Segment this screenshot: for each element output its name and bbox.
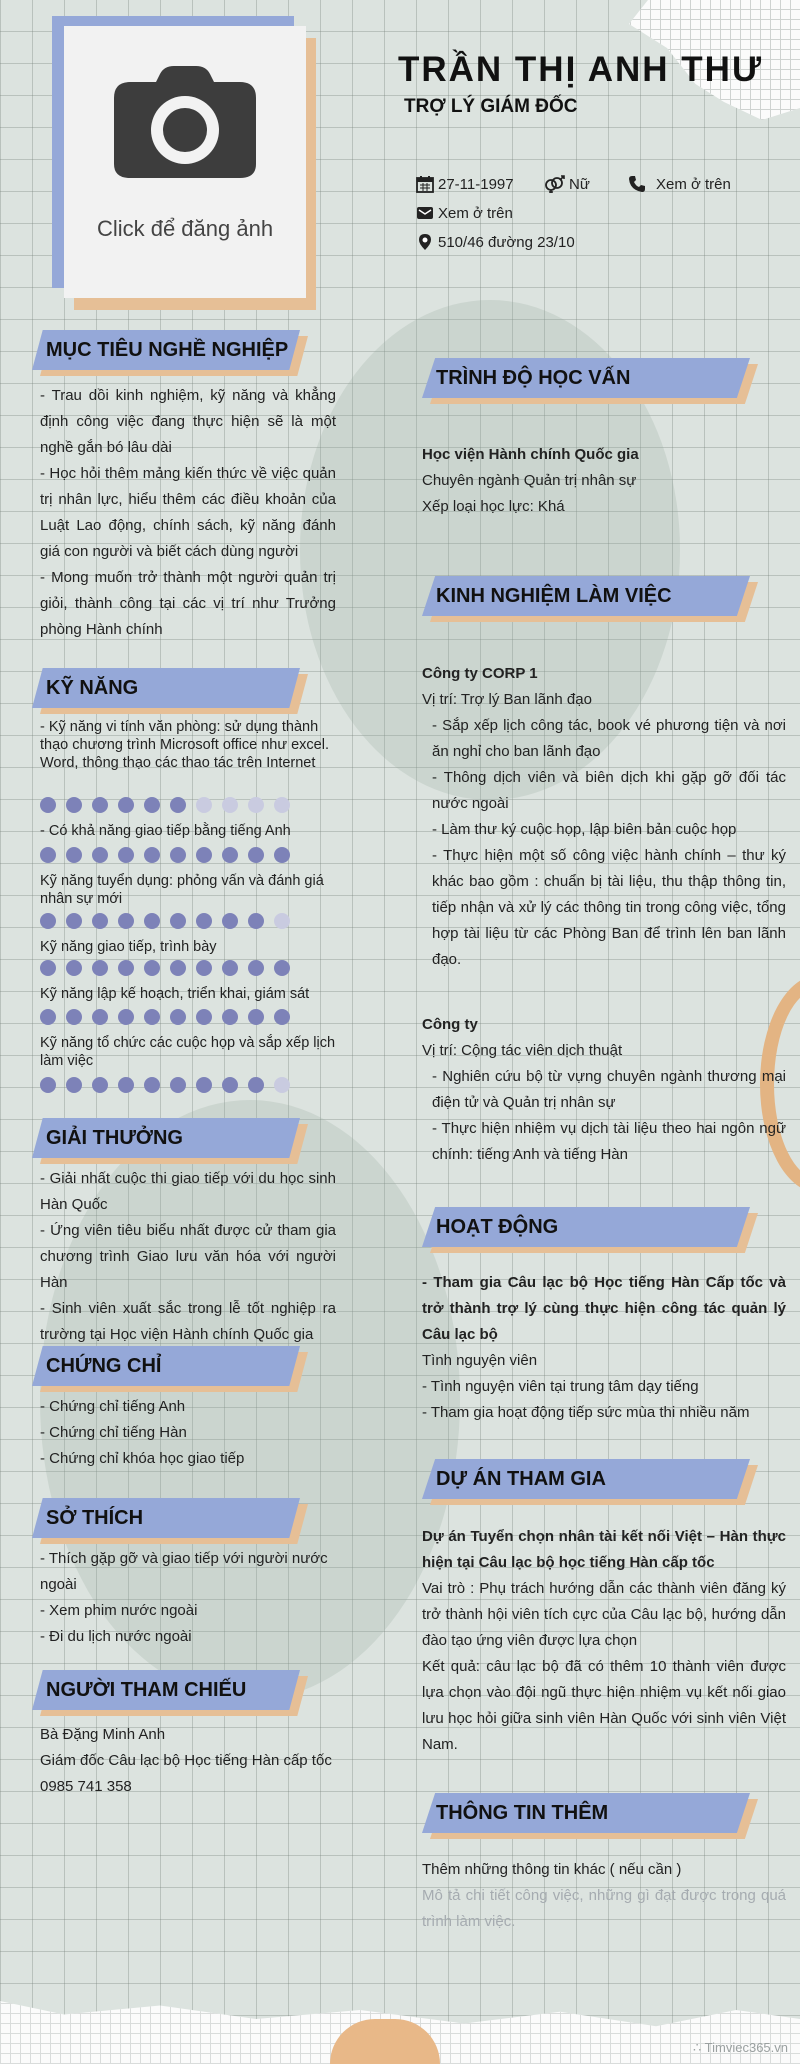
rating-dot-filled <box>144 960 160 976</box>
objective-item: - Mong muốn trở thành một người quản trị giỏi, thành công tại các vị trí như Trưởng phòng Hành chính <box>40 569 336 638</box>
rating-dot-empty <box>222 797 238 813</box>
skill-name: - Có khả năng giao tiếp bằng tiếng Anh <box>40 823 291 839</box>
skill-name: Kỹ năng giao tiếp, trình bày <box>40 939 217 955</box>
phone-value: Xem ở trên <box>656 175 731 193</box>
gender-icon <box>543 175 565 193</box>
certificate-item: - Chứng chỉ tiếng Hàn <box>40 1424 187 1441</box>
school-name: Học viện Hành chính Quốc gia <box>422 446 639 463</box>
rating-dot-filled <box>118 913 134 929</box>
full-name: TRẦN THỊ ANH THƯ <box>398 50 763 89</box>
rating-dot-filled <box>196 1077 212 1093</box>
rating-dot-filled <box>92 847 108 863</box>
rating-dot-empty <box>248 797 264 813</box>
camera-icon <box>114 66 256 178</box>
project-role: Vai trò : Phụ trách hướng dẫn các thành viên đăng ký trở thành hội viên tích cực của Câu lạc bộ, hướng dẫn đào tạo ứng viên được lựa chọn <box>422 1580 786 1649</box>
rating-dot-empty <box>274 1077 290 1093</box>
email-value: Xem ở trên <box>438 204 513 222</box>
activity-role: Tình nguyện viên <box>422 1352 538 1369</box>
hobby-item: - Đi du lịch nước ngoài <box>40 1628 192 1645</box>
task-item: - Thực hiện nhiệm vụ dịch tài liệu theo hai ngôn ngữ chính: tiếng Anh và tiếng Hàn <box>432 1120 786 1163</box>
rating-dot-empty <box>196 797 212 813</box>
project-title: Dự án Tuyển chọn nhân tài kết nối Việt – Hàn thực hiện tại Câu lạc bộ học tiếng Hàn cấp tốc <box>422 1528 786 1571</box>
rating-dot-filled <box>40 960 56 976</box>
rating-dot-filled <box>144 913 160 929</box>
rating-dot-filled <box>92 1077 108 1093</box>
task-item: - Làm thư ký cuộc họp, lập biên bản cuộc họp <box>432 821 737 838</box>
rating-dot-filled <box>248 1009 264 1025</box>
position: Vị trí: Trợ lý Ban lãnh đạo <box>422 691 592 708</box>
rating-dot-filled <box>66 797 82 813</box>
section-header-activities: HOẠT ĐỘNG <box>422 1207 750 1247</box>
task-item: - Sắp xếp lịch công tác, book vé phương tiện và nơi ăn nghỉ cho ban lãnh đạo <box>432 717 786 760</box>
section-header-experience: KINH NGHIỆM LÀM VIỆC <box>422 576 750 616</box>
experience-block-2 <box>422 1012 786 1168</box>
more-line-2: Mô tả chi tiết công việc, những gì đạt được trong quá trình làm việc. <box>422 1887 786 1930</box>
hobby-item: - Thích gặp gỡ và giao tiếp với người nước ngoài <box>40 1550 328 1593</box>
rating-dot-empty <box>274 797 290 813</box>
rating-dot-filled <box>196 913 212 929</box>
section-header-education: TRÌNH ĐỘ HỌC VẤN <box>422 358 750 398</box>
rating-dot-filled <box>40 1009 56 1025</box>
rating-dot-filled <box>170 847 186 863</box>
watermark: ∴ Timviec365.vn <box>693 2040 788 2055</box>
certificate-item: - Chứng chỉ tiếng Anh <box>40 1398 186 1415</box>
phone-row <box>628 175 731 193</box>
birthday-row <box>416 175 514 193</box>
section-header-references: NGƯỜI THAM CHIẾU <box>32 1670 300 1710</box>
rating-dot-filled <box>274 960 290 976</box>
skill-name: - Kỹ năng vi tính văn phòng: sử dụng thành thạo chương trình Microsoft office như excel. Word, thông thạo các thao tác trên Internet <box>40 719 329 771</box>
photo-label: Click để đăng ảnh <box>96 216 274 241</box>
rating-dot-filled <box>66 847 82 863</box>
project-result: Kết quả: câu lạc bộ đã có thêm 10 thành viên được lựa chọn vào đội ngũ thực hiện nhiệm vụ kết nối giao lưu học hỏi giữa sinh viên Hàn Quốc với sinh viên Việt Nam. <box>422 1658 786 1753</box>
gender-value: Nữ <box>569 175 590 193</box>
phone-icon <box>628 175 646 193</box>
rating-dot-filled <box>40 797 56 813</box>
rating-dot-filled <box>66 913 82 929</box>
rating-dot-filled <box>222 1077 238 1093</box>
rating-dot-filled <box>118 797 134 813</box>
rating-dot-filled <box>92 1009 108 1025</box>
rating-dot-filled <box>248 913 264 929</box>
skill-rating <box>40 1077 290 1093</box>
activity-item: - Tình nguyện viên tại trung tâm dạy tiếng <box>422 1378 699 1395</box>
certificates-list <box>40 1394 336 1472</box>
rating-dot-empty <box>274 913 290 929</box>
objective-item: - Học hỏi thêm mảng kiến thức về việc quản trị nhân lực, hiểu thêm các điều khoản của Luật Lao động, chính sách, kỹ năng đánh giá con người và biết cách dùng người <box>40 465 336 560</box>
rating-dot-filled <box>118 1077 134 1093</box>
rating-dot-filled <box>170 1077 186 1093</box>
rating-dot-filled <box>222 913 238 929</box>
email-icon <box>416 204 434 222</box>
grade: Xếp loại học lực: Khá <box>422 498 565 515</box>
task-item: - Thông dịch viên và biên dịch khi gặp gỡ đối tác nước ngoài <box>432 769 786 812</box>
section-header-more: THÔNG TIN THÊM <box>422 1793 750 1833</box>
rating-dot-filled <box>196 960 212 976</box>
rating-dot-filled <box>274 847 290 863</box>
awards-list <box>40 1166 336 1348</box>
projects-block <box>422 1524 786 1758</box>
rating-dot-filled <box>118 1009 134 1025</box>
skill-name: Kỹ năng tuyển dụng: phỏng vấn và đánh giá nhân sự mới <box>40 873 324 907</box>
skill-rating <box>40 960 290 976</box>
reference-name: Bà Đặng Minh Anh <box>40 1726 166 1743</box>
location-pin-icon <box>416 233 434 251</box>
objective-list <box>40 383 336 643</box>
award-item: - Sinh viên xuất sắc trong lễ tốt nghiệp ra trường tại Học viện Hành chính Quốc gia <box>40 1300 336 1343</box>
rating-dot-filled <box>170 797 186 813</box>
rating-dot-filled <box>170 913 186 929</box>
section-header-awards: GIẢI THƯỞNG <box>32 1118 300 1158</box>
activity-item: - Tham gia hoạt động tiếp sức mùa thi nhiều năm <box>422 1404 750 1421</box>
rating-dot-filled <box>66 1009 82 1025</box>
section-header-objective: MỤC TIÊU NGHỀ NGHIỆP <box>32 330 300 370</box>
experience-block-1 <box>422 661 786 973</box>
task-item: - Thực hiện một số công việc hành chính – thư ký khác bao gồm : chuẩn bị tài liệu, thu thập thông tin, tiếp nhận và xử lý các thông tin trong công việc, tổng hợp tài liệu từ các Phòng Ban để trình lên ban lãnh đạo. <box>432 847 786 968</box>
rating-dot-filled <box>40 847 56 863</box>
major: Chuyên ngành Quản trị nhân sự <box>422 472 637 489</box>
address-row <box>416 233 575 251</box>
skill-name: Kỹ năng lập kế hoạch, triển khai, giám sát <box>40 986 310 1002</box>
rating-dot-filled <box>196 1009 212 1025</box>
rating-dot-filled <box>248 1077 264 1093</box>
rating-dot-filled <box>66 960 82 976</box>
rating-dot-filled <box>170 1009 186 1025</box>
birthday-value: 27-11-1997 <box>438 175 514 193</box>
task-item: - Nghiên cứu bộ từ vựng chuyên ngành thương mại điện tử và Quản trị nhân sự <box>432 1068 786 1111</box>
reference-phone: 0985 741 358 <box>40 1778 132 1795</box>
reference-title: Giám đốc Câu lạc bộ Học tiếng Hàn cấp tốc <box>40 1752 332 1769</box>
rating-dot-filled <box>144 797 160 813</box>
education-block <box>422 442 786 520</box>
company-name: Công ty CORP 1 <box>422 665 538 682</box>
photo-upload[interactable] <box>64 26 306 298</box>
rating-dot-filled <box>248 847 264 863</box>
rating-dot-filled <box>222 847 238 863</box>
rating-dot-filled <box>144 847 160 863</box>
rating-dot-filled <box>222 960 238 976</box>
rating-dot-filled <box>40 1077 56 1093</box>
skill-rating <box>40 847 290 863</box>
rating-dot-filled <box>144 1009 160 1025</box>
gender-row <box>543 175 590 193</box>
rating-dot-filled <box>248 960 264 976</box>
rating-dot-filled <box>118 960 134 976</box>
calendar-icon <box>416 175 434 193</box>
rating-dot-filled <box>92 797 108 813</box>
rating-dot-filled <box>222 1009 238 1025</box>
activity-title: - Tham gia Câu lạc bộ Học tiếng Hàn Cấp tốc và trở thành trợ lý cùng thực hiện công tác quản lý Câu lạc bộ <box>422 1274 786 1343</box>
email-row <box>416 204 513 222</box>
rating-dot-filled <box>118 847 134 863</box>
rating-dot-filled <box>144 1077 160 1093</box>
position: Vị trí: Cộng tác viên dịch thuật <box>422 1042 623 1059</box>
more-line-1: Thêm những thông tin khác ( nếu cần ) <box>422 1861 682 1878</box>
skill-rating <box>40 797 290 813</box>
certificate-item: - Chứng chỉ khóa học giao tiếp <box>40 1450 245 1467</box>
award-item: - Giải nhất cuộc thi giao tiếp với du học sinh Hàn Quốc <box>40 1170 336 1213</box>
skill-rating <box>40 1009 290 1025</box>
rating-dot-filled <box>274 1009 290 1025</box>
rating-dot-filled <box>196 847 212 863</box>
references-list <box>40 1722 350 1800</box>
award-item: - Ứng viên tiêu biểu nhất được cử tham gia chương trình Giao lưu văn hóa với người Hàn <box>40 1222 336 1291</box>
section-header-hobbies: SỞ THÍCH <box>32 1498 300 1538</box>
more-block <box>422 1857 786 1935</box>
rating-dot-filled <box>92 960 108 976</box>
rating-dot-filled <box>170 960 186 976</box>
section-header-projects: DỰ ÁN THAM GIA <box>422 1459 750 1499</box>
hobby-item: - Xem phim nước ngoài <box>40 1602 198 1619</box>
skill-rating <box>40 913 290 929</box>
section-header-skills: KỸ NĂNG <box>32 668 300 708</box>
rating-dot-filled <box>92 913 108 929</box>
rating-dot-filled <box>66 1077 82 1093</box>
section-header-certificates: CHỨNG CHỈ <box>32 1346 300 1386</box>
rating-dot-filled <box>40 913 56 929</box>
hobbies-list <box>40 1546 336 1650</box>
activities-block <box>422 1270 786 1426</box>
skill-name: Kỹ năng tổ chức các cuộc họp và sắp xếp lịch làm việc <box>40 1035 336 1069</box>
company-name: Công ty <box>422 1016 478 1033</box>
job-title: TRỢ LÝ GIÁM ĐỐC <box>404 96 578 117</box>
address-value: 510/46 đường 23/10 <box>438 233 575 251</box>
objective-item: - Trau dồi kinh nghiệm, kỹ năng và khẳng định công việc đang thực hiện sẽ là một nghề gắn bó lâu dài <box>40 387 336 456</box>
